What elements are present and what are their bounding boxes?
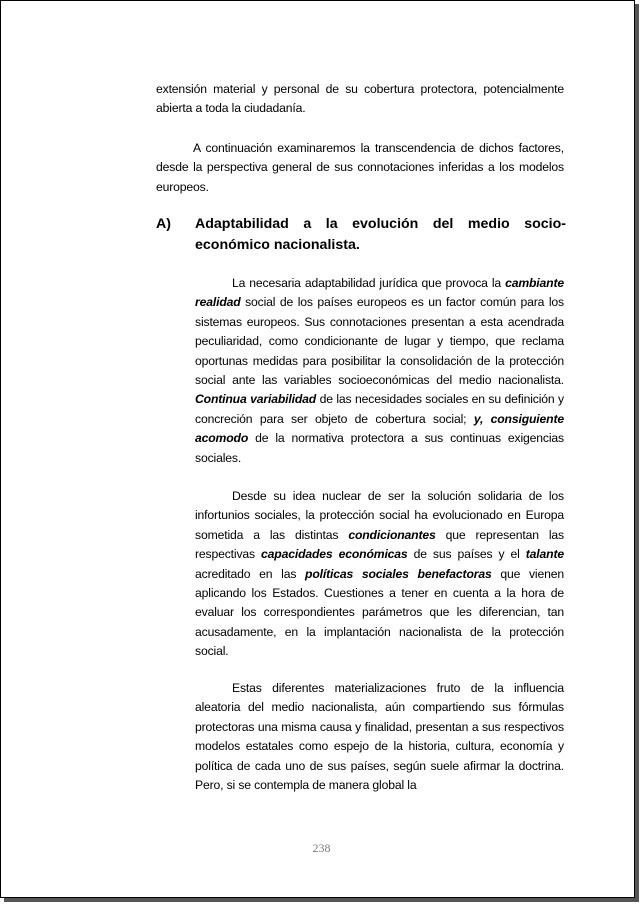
paragraph-5-text: Estas diferentes materializaciones fruto de la influencia aleatoria del medio nacionalista, aún compartiendo sus fórmulas protectoras una misma causa y finalidad, presentan a sus respectivos modelos estatales como espejo de la historia, cultura, economía y política de cada uno de sus países, según suele afirmar la doctrina. Pero, si se contempla de manera global la <box>195 681 564 793</box>
paragraph-3 <box>195 274 564 468</box>
section-title: Adaptabilidad a la evolución del medio socio-económico nacionalista. <box>195 216 566 253</box>
paragraph-4-text-1: Desde su idea nuclear de ser la solución solidaria de los infortunios sociales, la protección social ha evolucionado en Europa sometida a las distintas <box>195 489 564 542</box>
paragraph-4-emphasis-1: condicionantes <box>348 527 436 542</box>
paragraph-3-emphasis-3: y, consiguiente acomodo <box>195 411 565 446</box>
paragraph-4-text-2: que representan las respectivas <box>195 527 564 562</box>
paragraph-1-text: extensión material y personal de su cobertura protectora, potencialmente abierta a toda la ciudadanía. <box>156 82 564 116</box>
paragraph-2 <box>156 139 564 197</box>
paragraph-3-emphasis-1: cambiante realidad <box>195 276 564 310</box>
paragraph-4-text-3: de sus países y el <box>407 547 526 562</box>
paragraph-2-text: A continuación examinaremos la transcendencia de dichos factores, desde la perspectiva general de sus connotaciones inferidas a los modelos europeos. <box>156 141 564 194</box>
paragraph-4-text-5: que vienen aplicando los Estados. Cuestiones a tener en cuenta a la hora de evaluar los correspondientes parámetros que les diferencian, tan acusadamente, en la implantación nacionalista de la protección social. <box>195 566 564 659</box>
paragraph-3-text-2: social de los países europeos es un factor común para los sistemas europeos. Sus connotaciones presentan a esta acendrada peculiaridad, como condicionante de lugar y tiempo, que reclama oportunas medidas para posibilitar la consolidación de la protección social ante las variables socioeconómicas del medio nacionalista. <box>195 295 564 388</box>
paragraph-1 <box>156 80 564 119</box>
paragraph-4-emphasis-3: talante <box>525 547 564 562</box>
section-letter: A) <box>156 216 171 232</box>
paragraph-4-text-4: acreditado en las <box>195 566 306 581</box>
paragraph-4 <box>195 487 564 662</box>
paragraph-3-text-3: de las necesidades sociales en su definición y concreción para ser objeto de cobertura social; <box>195 392 564 426</box>
page-number: 238 <box>312 841 331 855</box>
paragraph-5 <box>195 679 564 795</box>
paragraph-3-text-4: de la normativa protectora a sus continuas exigencias sociales. <box>195 431 564 465</box>
paragraph-3-text-1: La necesaria adaptabilidad jurídica que provoca la <box>232 276 506 290</box>
paragraph-4-emphasis-4: políticas sociales benefactoras <box>305 566 492 581</box>
paragraph-3-emphasis-2: Continua variabilidad <box>195 392 317 407</box>
paragraph-4-emphasis-2: capacidades económicas <box>261 547 408 562</box>
